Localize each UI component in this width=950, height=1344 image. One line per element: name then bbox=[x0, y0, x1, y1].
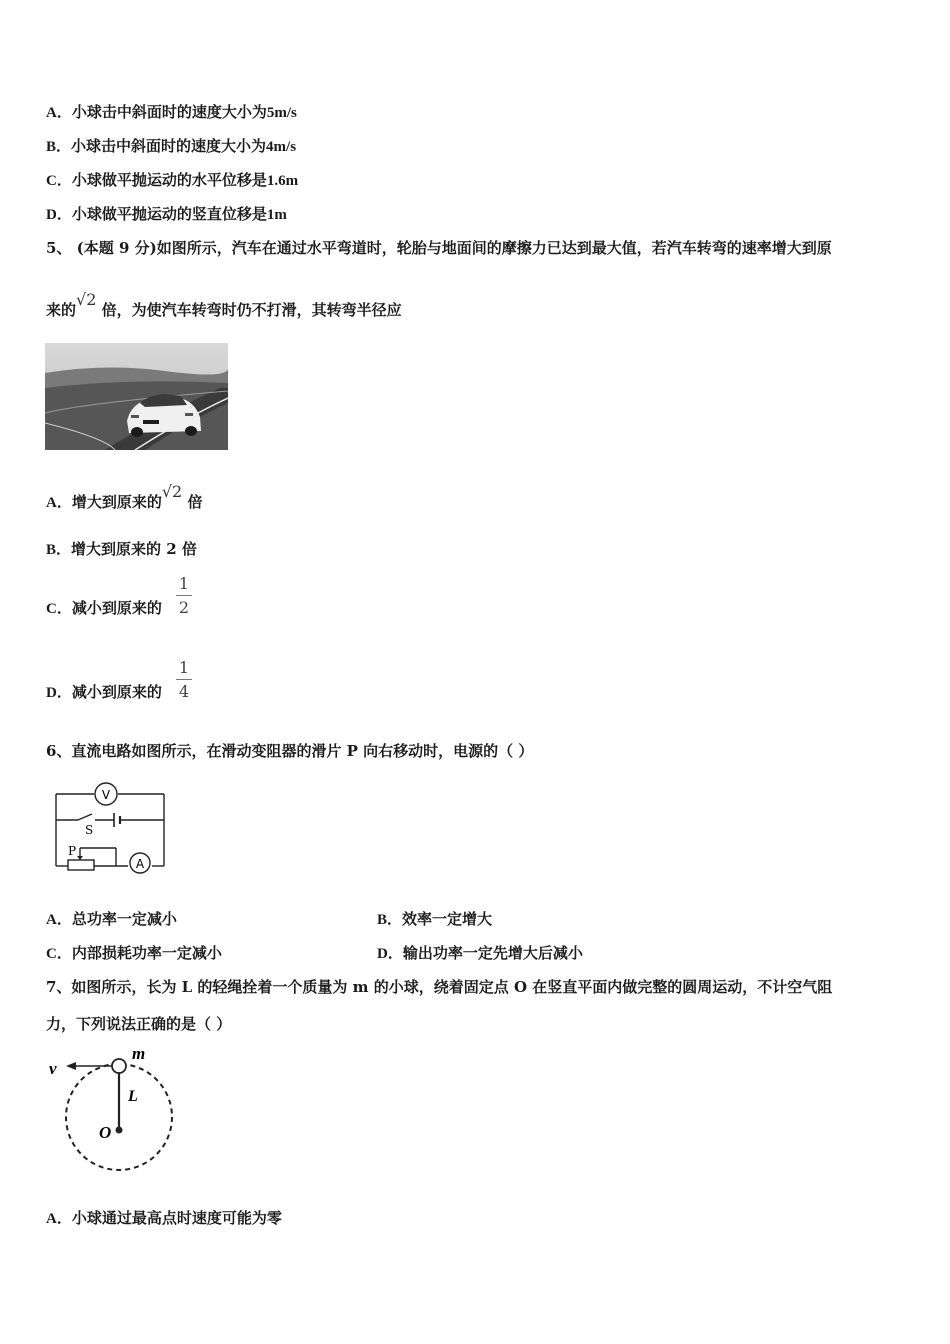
fraction-one-quarter: 1 4 bbox=[176, 658, 192, 701]
q5-option-c: C．减小到原来的 bbox=[46, 599, 162, 617]
q6-option-d: D．输出功率一定先增大后减小 bbox=[377, 944, 583, 962]
q7-option-a: A．小球通过最高点时速度可能为零 bbox=[46, 1209, 282, 1227]
ball-icon bbox=[112, 1059, 126, 1073]
q4-option-b: B．小球击中斜面时的速度大小为4m/s bbox=[46, 137, 297, 155]
q5-option-b: B．增大到原来的 2 倍 bbox=[46, 540, 197, 558]
sqrt2-symbol-option: √2 bbox=[161, 482, 183, 501]
q6-option-a: A．总功率一定减小 bbox=[46, 910, 177, 928]
rheostat-icon bbox=[68, 860, 94, 870]
velocity-arrow-icon bbox=[66, 1062, 76, 1070]
switch-label: S bbox=[85, 823, 94, 837]
q6-option-b: B．效率一定增大 bbox=[377, 910, 493, 928]
circuit-diagram bbox=[48, 782, 173, 874]
q6-stem: 6、直流电路如图所示，在滑动变阻器的滑片 P 向右移动时，电源的（ ） bbox=[46, 742, 534, 760]
length-label: L bbox=[128, 1088, 138, 1105]
q4-option-a: A．小球击中斜面时的速度大小为5m/s bbox=[46, 103, 297, 121]
car-on-curved-road-photo bbox=[45, 343, 228, 450]
fraction-one-half: 1 2 bbox=[176, 574, 192, 617]
mass-label: m bbox=[132, 1044, 146, 1063]
ammeter-label: A bbox=[135, 857, 145, 871]
sqrt2-symbol: √2 bbox=[76, 290, 97, 309]
q7-stem-line1: 7、如图所示，长为 L 的轻绳拴着一个质量为 m 的小球，绕着固定点 O 在竖直平面内做完整的圆周运动，不计空气阻 bbox=[46, 978, 833, 996]
q5-option-a: A．增大到原来的√2 倍 bbox=[46, 482, 203, 511]
slider-label: P bbox=[68, 844, 77, 858]
voltmeter-label: V bbox=[101, 788, 111, 802]
q5-stem-line1: 5、 (本题 9 分)如图所示，汽车在通过水平弯道时，轮胎与地面间的摩擦力已达到最大值，若汽车转弯的速率增大到原 bbox=[46, 239, 832, 257]
circular-motion-diagram bbox=[44, 1044, 179, 1176]
q4-option-d: D．小球做平抛运动的竖直位移是1m bbox=[46, 205, 287, 223]
q5-stem-line2: 来的√2 倍，为使汽车转弯时仍不打滑，其转弯半径应 bbox=[46, 290, 402, 319]
q6-option-c: C．内部损耗功率一定减小 bbox=[46, 944, 222, 962]
velocity-label: v bbox=[49, 1059, 57, 1078]
q5-option-d: D．减小到原来的 bbox=[46, 683, 162, 701]
center-label: O bbox=[99, 1123, 112, 1142]
q4-option-c: C．小球做平抛运动的水平位移是1.6m bbox=[46, 171, 299, 189]
q7-stem-line2: 力，下列说法正确的是（ ） bbox=[46, 1015, 232, 1033]
